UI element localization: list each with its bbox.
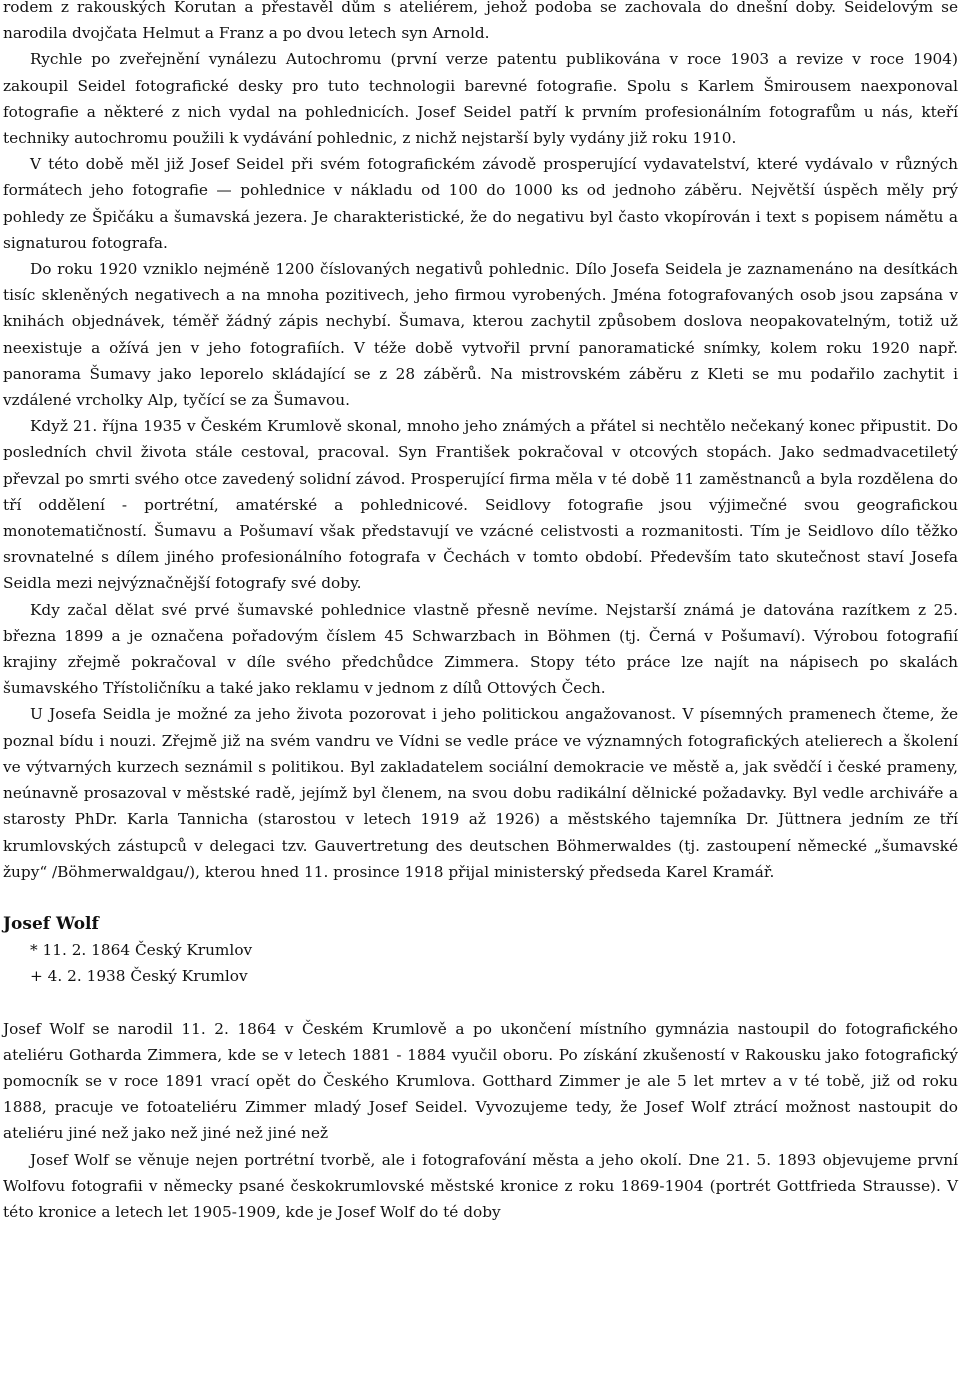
document-page — [3, 0, 958, 1225]
death-line: + 4. 2. 1938 Český Krumlov — [30, 967, 248, 986]
paragraph-seidel-3: V této době měl již Josef Seidel při svém fotografickém závodě prosperující vydavatelství, které vydávalo v různých formátech jeho fotografie — pohlednice v nákladu od 100 do 1000 ks od jednoho záběru. Největší úspěch měly prý pohledy ze Špičáku a šumavská jezera. Je charakteristické, že do negativu byl často vkopírován i text s popisem námětu a signaturou fotografa. — [3, 155, 958, 252]
paragraph-wolf-2: Josef Wolf se věnuje nejen portrétní tvorbě, ale i fotografování města a jeho okolí. Dne 21. 5. 1893 objevujeme první Wolfovu fotografii v německy psané českokrumlovské městské kronice z roku 1869-1904 (portrét Gottfrieda Strausse). V této kronice a letech let 1905-1909, kde je Josef Wolf do té doby — [3, 1150, 958, 1221]
paragraph-seidel-5: Když 21. října 1935 v Českém Krumlově skonal, mnoho jeho známých a přátel si nechtělo nečekaný konec připustit. Do posledních chvil života stále cestoval, pracoval. Syn František pokračoval v otcových stopách. Jako sedmadvacetiletý převzal po smrti svého otce zavedený solidní závod. Prosperující firma měla v té době 11 zaměstnanců a byla rozdělena do tří oddělení - portrétní, amatérské a pohlednicové. Seidlovy fotografie jsou výjimečné svou geografickou monotematičností. Šumavu a Pošumaví však představují ve vzácné celistvosti a rozmanitosti. Tím je Seidlovo dílo těžko srovnatelné s dílem jiného profesionálního fotografa v Čechách v tomto období. Především tato skutečnost staví Josefa Seidla mezi nejvýznačnější fotografy své doby. — [3, 417, 958, 593]
section-heading-wolf: Josef Wolf — [3, 913, 99, 934]
paragraph-wolf-1: Josef Wolf se narodil 11. 2. 1864 v Českém Krumlově a po ukončení místního gymnázia nastoupil do fotografického ateliéru Gotharda Zimmera, kde se v letech 1881 - 1884 vyučil oboru. Po získání zkušeností v Rakousku jako fotografický pomocník se v roce 1891 vrací opět do Českého Krumlova. Gotthard Zimmer je ale 5 let mrtev a v té tobě, již od roku 1888, pracuje ve fotoateliéru Zimmer mladý Josef Seidel. Vyvozujeme tedy, že Josef Wolf ztrácí možnost nastoupit do ateliéru jiné než jako než jiné než jiné než — [3, 1019, 958, 1143]
spacer — [3, 990, 958, 1016]
paragraph-seidel-6: Kdy začal dělat své prvé šumavské pohlednice vlastně přesně nevíme. Nejstarší známá je datována razítkem z 25. března 1899 a je označena pořadovým číslem 45 Schwarzbach in Böhmen (tj. Černá v Pošumaví). Výrobou fotografií krajiny zřejmě pokračoval v díle svého předchůdce Zimmera. Stopy této práce lze najít na nápisech po skalách šumavského Třístoličníku a také jako reklamu v jednom z dílů Ottových Čech. — [3, 600, 958, 698]
paragraph-seidel-1: rodem z rakouských Korutan a přestavěl dům s ateliérem, jehož podoba se zachovala do dnešní doby. Seidelovým se narodila dvojčata Helmut a Franz a po dvou letech syn Arnold. — [3, 0, 958, 43]
paragraph-seidel-7: U Josefa Seidla je možné za jeho života pozorovat i jeho politickou angažovanost. V písemných pramenech čteme, že poznal bídu i nouzi. Zřejmě již na svém vandru ve Vídni se vedle práce ve významných fotografických atelierech a školení ve výtvarných kurzech seznámil s politikou. Byl zakladatelem sociální demokracie ve městě a, jak svědčí i české prameny, neúnavně prosazoval v městské radě, jejímž byl členem, na svou dobu radikální dělnické požadavky. Byl vedle archiváře a starosty PhDr. Karla Tannicha (starostou v letech 1919 až 1926) a městského tajemníka Dr. Jüttnera jedním ze tří krumlovských zástupců v delegaci tzv. Gauvertretung des deutschen Böhmerwaldes (tj. zastoupení německé „šumavské župy“ /Böhmerwaldgau/), kterou hned 11. prosince 1918 přijal ministerský předseda Karel Kramář. — [3, 705, 958, 881]
paragraph-seidel-4: Do roku 1920 vzniklo nejméně 1200 číslovaných negativů pohlednic. Dílo Josefa Seidela je zaznamenáno na desítkách tisíc skleněných negativech a na mnoha pozitivech, jeho firmou vyrobených. Jména fotografovaných osob jsou zapsána v knihách objednávek, téměř žádný zápis nechybí. Šumava, kterou zachytil způsobem doslova neopakovatelným, totiž už neexistuje a ožívá jen v jeho fotografiích. V téže době vytvořil první panoramatické snímky, kolem roku 1920 např. panorama Šumavy jako leporelo skládající se z 28 záběrů. Na mistrovském záběru z Kleti se mu podařilo zachytit i vzdálené vrcholky Alp, tyčící se za Šumavou. — [3, 260, 958, 410]
paragraph-seidel-2: Rychle po zveřejnění vynálezu Autochromu (první verze patentu publikována v roce 1903 a revize v roce 1904) zakoupil Seidel fotografické desky pro tuto technologii barevné fotografie. Spolu s Karlem Šmirousem naexponoval fotografie a některé z nich vydal na pohlednicích. Josef Seidel patří k prvním profesionálním fotografům u nás, kteří techniky autochromu použili k vydávání pohlednic, z nichž nejstarší byly vydány již roku 1910. — [3, 50, 958, 148]
birth-line: * 11. 2. 1864 Český Krumlov — [30, 941, 253, 960]
